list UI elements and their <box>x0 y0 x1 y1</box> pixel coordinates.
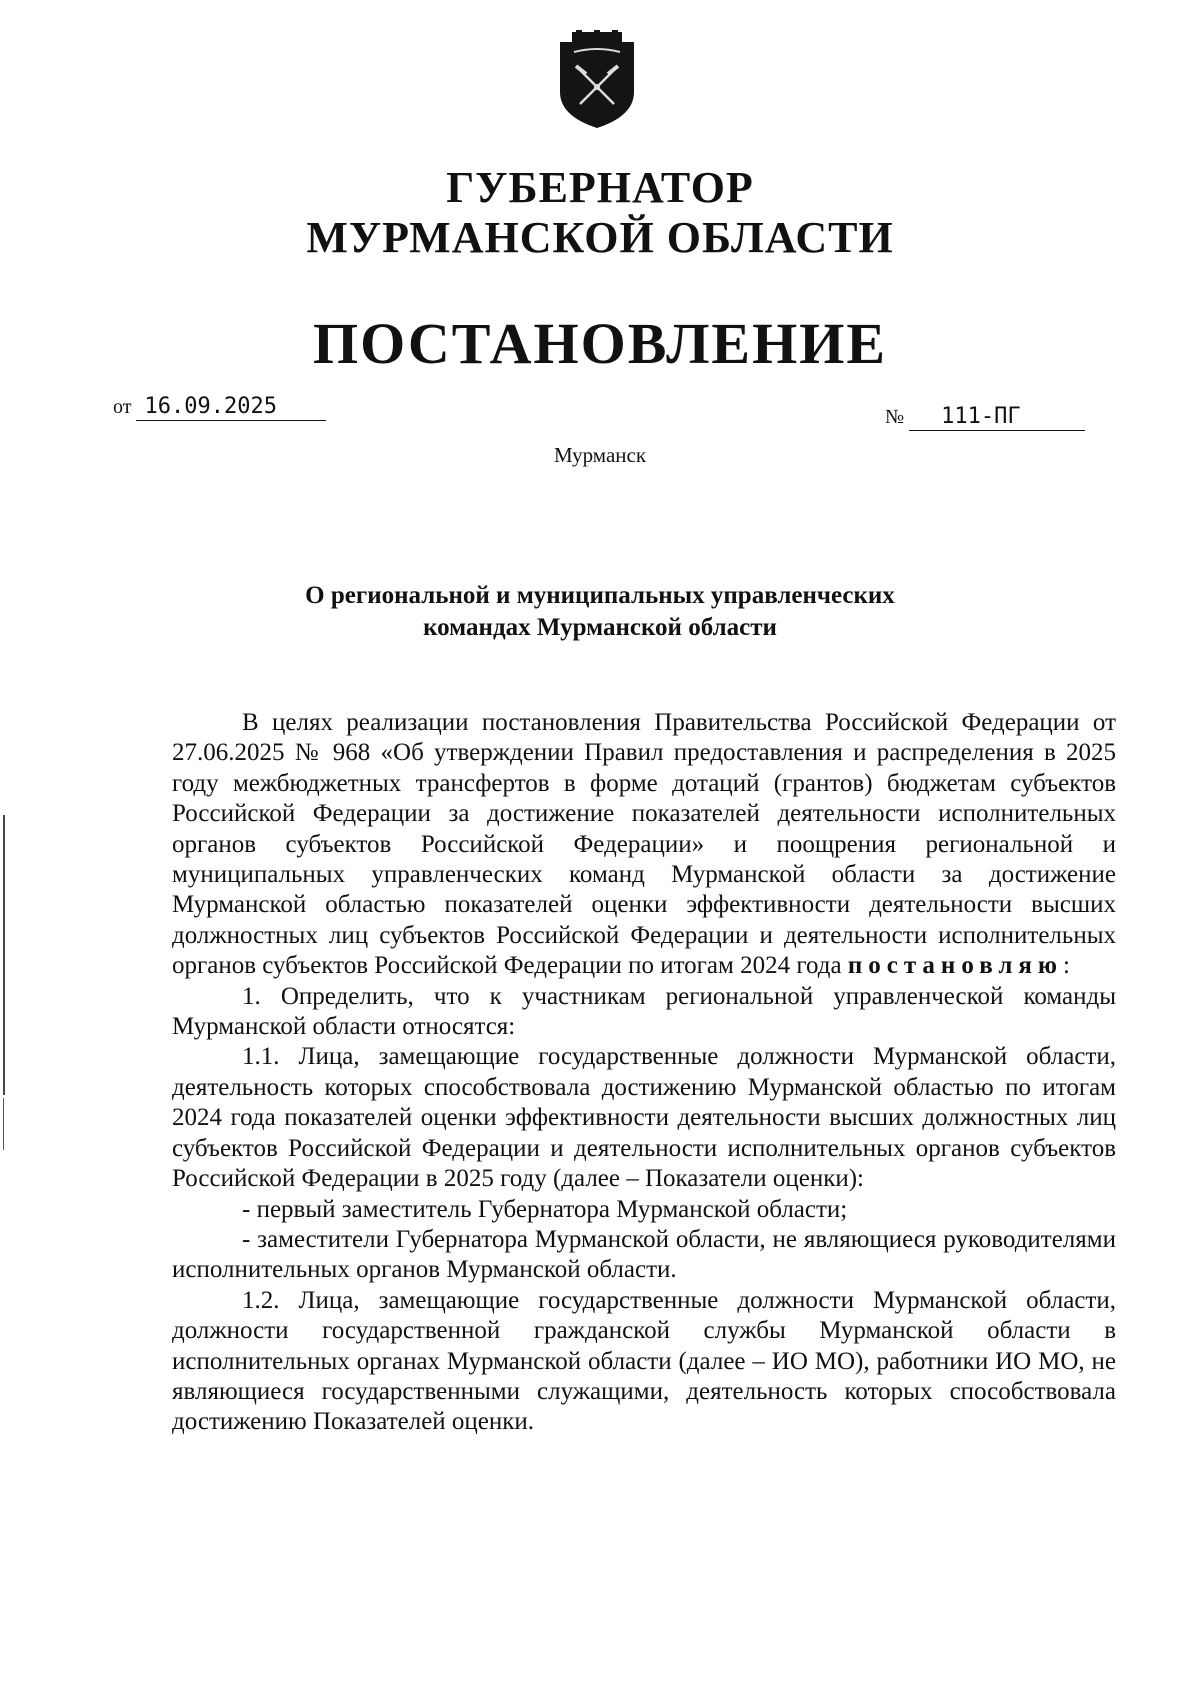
document-number: 111-ПГ <box>909 404 1085 431</box>
document-type-title: ПОСТАНОВЛЕНИЕ <box>312 311 888 376</box>
issuer-title-line1: ГУБЕРНАТОР <box>446 163 754 212</box>
preamble-paragraph <box>172 708 1116 982</box>
number-prefix: № <box>885 406 905 428</box>
scan-edge-mark <box>3 815 5 1095</box>
bullet-item-1: - первый заместитель Губернатора Мурманской области; <box>242 1195 848 1223</box>
document-body <box>172 708 1116 1438</box>
decree-colon: : <box>1063 952 1070 980</box>
issuer-title-line2: МУРМАНСКОЙ ОБЛАСТИ <box>306 213 894 262</box>
item-1-1: 1.1. Лица, замещающие государственные должности Мурманской области, деятельность которых способствовала достижению Мурманской областью по итогам 2024 года показателей оценки эффективности деятельности высших должностных лиц субъектов Российской Федерации и деятельности исполнительных органов субъектов Российской Федерации в 2025 году (далее – Показатели оценки): <box>172 1043 1116 1193</box>
item-1-2: 1.2. Лица, замещающие государственные должности Мурманской области, должности государственной гражданской службы Мурманской области в исполнительных органах Мурманской области (далее – ИО МО), работники ИО МО, не являющиеся государственными служащими, деятельность которых способствовала достижению Показателей оценки. <box>172 1286 1116 1436</box>
document-subject <box>0 580 1200 644</box>
number-field <box>885 402 1085 432</box>
subject-line1: О региональной и муниципальных управленческих <box>305 582 895 609</box>
preamble-text: В целях реализации постановления Правительства Российской Федерации от 27.06.2025 № 968 «Об утверждении Правил предоставления и распределения в 2025 году межбюджетных трансфертов в форме дотаций (грантов) бюджетам субъектов Российской Федерации за достижение показателей деятельности исполнительных органов субъектов Российской Федерации» и поощрения региональной и муниципальных управленческих команд Мурманской области за достижение Мурманской областью показателей оценки эффективности деятельности высших должностных лиц субъектов Российской Федерации и деятельности исполнительных органов субъектов Российской Федерации по итогам 2024 года <box>172 709 1116 980</box>
city-name: Мурманск <box>553 443 647 467</box>
bullet-item-2: - заместители Губернатора Мурманской области, не являющиеся руководителями исполнительных органов Мурманской области. <box>172 1225 1116 1284</box>
decree-word: постановляю <box>847 952 1064 980</box>
scan-edge-mark <box>3 1098 4 1150</box>
subject-line2: командах Мурманской области <box>423 614 777 641</box>
coat-of-arms-icon <box>554 30 640 130</box>
item-1: 1. Определить, что к участникам региональной управленческой команды Мурманской области относятся: <box>172 982 1116 1041</box>
date-prefix: от <box>113 396 132 418</box>
document-date: 16.09.2025 <box>136 394 326 421</box>
date-field <box>113 392 326 422</box>
